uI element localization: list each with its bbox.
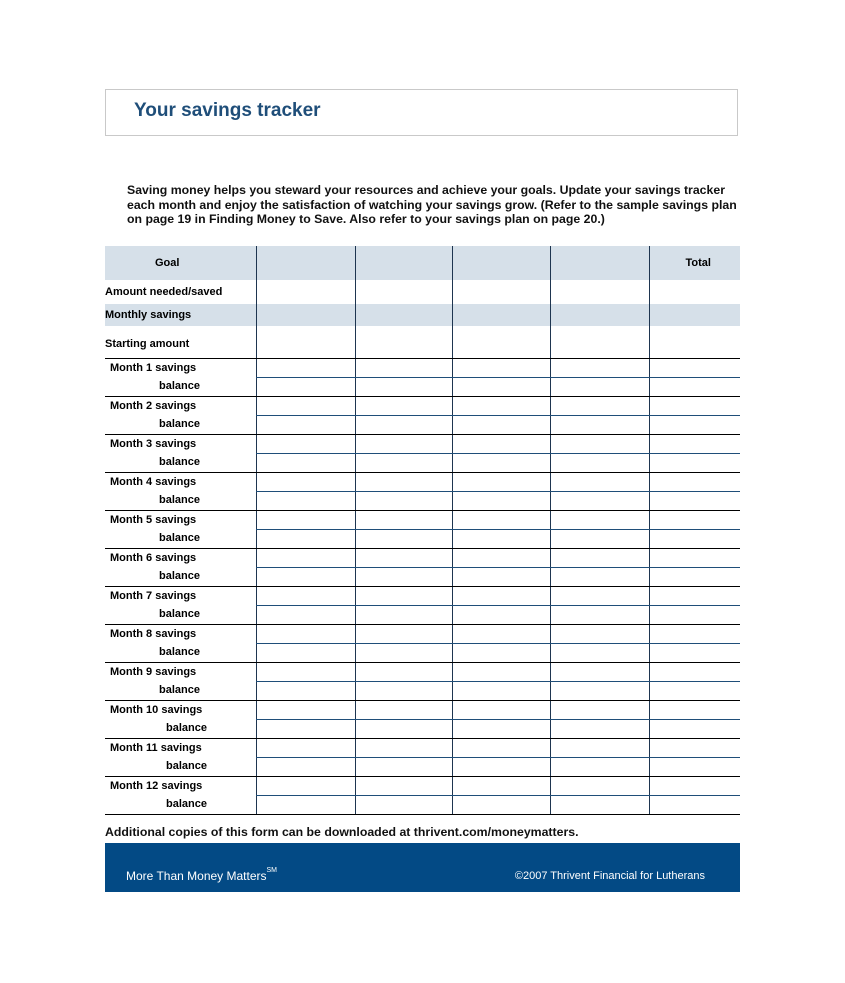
entry-cell[interactable] [355,304,452,326]
month-savings-label: Month 7 savings [110,589,197,602]
entry-cell[interactable] [355,472,452,491]
entry-cell[interactable] [649,529,740,548]
total-header: Total [649,246,740,280]
entry-cell[interactable] [550,529,649,548]
intro-line: each month and enjoy the satisfaction of watching your savings grow. (Refer to the sample savings plan [127,197,737,212]
entry-cell[interactable] [355,719,452,738]
entry-cell[interactable] [649,738,740,757]
month-balance-row [105,415,740,434]
balance-label: balance [105,757,256,776]
month-savings-label: Month 4 savings [110,475,197,488]
entry-cell[interactable] [649,326,740,358]
monthly-label: Monthly savings [105,304,256,326]
entry-cell[interactable] [355,662,452,681]
entry-cell[interactable] [256,719,355,738]
entry-cell[interactable] [355,738,452,757]
entry-cell[interactable] [452,738,550,757]
entry-cell[interactable] [452,548,550,567]
month-balance-row [105,529,740,548]
entry-cell[interactable] [355,700,452,719]
entry-cell[interactable] [355,795,452,814]
entry-cell[interactable] [355,567,452,586]
entry-cell[interactable] [452,415,550,434]
entry-cell[interactable] [355,643,452,662]
balance-label: balance [105,605,256,624]
entry-cell[interactable] [649,586,740,605]
entry-cell[interactable] [452,472,550,491]
entry-cell[interactable] [355,434,452,453]
entry-cell[interactable] [355,280,452,304]
entry-cell[interactable] [355,586,452,605]
month-balance-row [105,757,740,776]
entry-cell[interactable] [355,491,452,510]
balance-label: balance [105,377,256,396]
entry-cell[interactable] [550,795,649,814]
entry-cell[interactable] [550,434,649,453]
month-savings-label: Month 8 savings [110,627,197,640]
entry-cell[interactable] [452,326,550,358]
savings-tracker-table [105,246,740,815]
entry-cell[interactable] [452,643,550,662]
entry-cell[interactable] [550,605,649,624]
entry-cell[interactable] [550,396,649,415]
balance-label: balance [105,529,256,548]
month-savings-label: Month 12 savings [110,779,203,792]
month-balance-row [105,605,740,624]
month-savings-label: Month 1 savings [110,361,197,374]
intro-line: on page 19 in Finding Money to Save. Also refer to your savings plan on page 20.) [127,212,605,226]
entry-cell[interactable] [355,358,452,377]
month-savings-label: Month 10 savings [110,703,203,716]
entry-cell[interactable] [550,453,649,472]
entry-cell[interactable] [452,757,550,776]
starting-label: Starting amount [105,326,256,358]
entry-cell[interactable] [649,415,740,434]
entry-cell[interactable] [256,326,355,358]
title-box [105,89,738,136]
starting-row [105,326,740,358]
entry-cell[interactable] [550,548,649,567]
month-balance-row [105,377,740,396]
entry-cell[interactable] [452,605,550,624]
page-title: Your savings tracker [134,100,321,121]
service-mark: SM [266,867,278,874]
entry-cell[interactable] [550,377,649,396]
entry-cell[interactable] [452,529,550,548]
goal-cell[interactable] [256,246,355,280]
entry-cell[interactable] [256,472,355,491]
entry-cell[interactable] [452,434,550,453]
entry-cell[interactable] [355,453,452,472]
entry-cell[interactable] [452,586,550,605]
entry-cell[interactable] [452,396,550,415]
month-savings-row [105,396,740,415]
month-savings-label: Month 5 savings [110,513,197,526]
entry-cell[interactable] [256,738,355,757]
entry-cell[interactable] [452,304,550,326]
intro-paragraph [127,183,737,227]
month-balance-row [105,567,740,586]
entry-cell[interactable] [550,719,649,738]
entry-cell[interactable] [256,453,355,472]
month-balance-row [105,681,740,700]
entry-cell[interactable] [649,776,740,795]
footer-copyright: ©2007 Thrivent Financial for Lutherans [514,870,705,882]
month-savings-row [105,548,740,567]
entry-cell[interactable] [256,586,355,605]
month-savings-row [105,776,740,795]
entry-cell[interactable] [256,795,355,814]
entry-cell[interactable] [550,280,649,304]
entry-cell[interactable] [256,548,355,567]
entry-cell[interactable] [452,491,550,510]
balance-label: balance [105,567,256,586]
entry-cell[interactable] [649,624,740,643]
entry-cell[interactable] [256,643,355,662]
entry-cell[interactable] [649,757,740,776]
entry-cell[interactable] [452,567,550,586]
entry-cell[interactable] [550,491,649,510]
month-savings-row [105,472,740,491]
entry-cell[interactable] [649,377,740,396]
entry-cell[interactable] [256,358,355,377]
entry-cell[interactable] [256,776,355,795]
entry-cell[interactable] [452,510,550,529]
entry-cell[interactable] [649,662,740,681]
balance-label: balance [105,719,256,738]
entry-cell[interactable] [649,605,740,624]
entry-cell[interactable] [550,304,649,326]
entry-cell[interactable] [452,795,550,814]
entry-cell[interactable] [649,795,740,814]
entry-cell[interactable] [355,776,452,795]
entry-cell[interactable] [649,434,740,453]
balance-label: balance [105,415,256,434]
entry-cell[interactable] [256,377,355,396]
entry-cell[interactable] [256,681,355,700]
entry-cell[interactable] [452,453,550,472]
goal-cell[interactable] [550,246,649,280]
entry-cell[interactable] [452,681,550,700]
entry-cell[interactable] [355,510,452,529]
entry-cell[interactable] [355,529,452,548]
month-balance-row [105,453,740,472]
entry-cell[interactable] [256,396,355,415]
entry-cell[interactable] [649,453,740,472]
entry-cell[interactable] [550,643,649,662]
month-savings-row [105,662,740,681]
entry-cell[interactable] [550,681,649,700]
entry-cell[interactable] [355,624,452,643]
entry-cell[interactable] [550,738,649,757]
entry-cell[interactable] [355,681,452,700]
entry-cell[interactable] [649,681,740,700]
entry-cell[interactable] [452,719,550,738]
goal-cell[interactable] [452,246,550,280]
balance-label: balance [105,795,256,814]
entry-cell[interactable] [256,605,355,624]
entry-cell[interactable] [550,510,649,529]
entry-cell[interactable] [355,396,452,415]
month-savings-row [105,624,740,643]
entry-cell[interactable] [256,280,355,304]
entry-cell[interactable] [355,377,452,396]
entry-cell[interactable] [649,510,740,529]
balance-label: balance [105,643,256,662]
entry-cell[interactable] [355,548,452,567]
entry-cell[interactable] [256,434,355,453]
balance-label: balance [105,453,256,472]
month-balance-row [105,795,740,814]
month-balance-row [105,643,740,662]
entry-cell[interactable] [355,415,452,434]
entry-cell[interactable] [550,326,649,358]
entry-cell[interactable] [550,776,649,795]
entry-cell[interactable] [256,700,355,719]
month-savings-row [105,510,740,529]
month-balance-row [105,719,740,738]
goal-cell[interactable] [355,246,452,280]
entry-cell[interactable] [649,719,740,738]
month-savings-label: Month 11 savings [110,741,202,754]
entry-cell[interactable] [256,567,355,586]
balance-label: balance [105,491,256,510]
month-savings-row [105,586,740,605]
month-savings-row [105,738,740,757]
entry-cell[interactable] [256,529,355,548]
amount-label: Amount needed/saved [105,286,223,298]
footer-brand [126,869,277,883]
entry-cell[interactable] [550,567,649,586]
entry-cell[interactable] [256,304,355,326]
entry-cell[interactable] [550,472,649,491]
entry-cell[interactable] [256,624,355,643]
month-balance-row [105,491,740,510]
month-savings-row [105,358,740,377]
entry-cell[interactable] [649,567,740,586]
entry-cell[interactable] [452,624,550,643]
entry-cell[interactable] [256,491,355,510]
entry-cell[interactable] [649,700,740,719]
month-savings-label: Month 3 savings [110,437,197,450]
entry-cell[interactable] [256,510,355,529]
amount-row [105,280,740,304]
entry-cell[interactable] [649,548,740,567]
entry-cell[interactable] [452,700,550,719]
entry-cell[interactable] [452,377,550,396]
entry-cell[interactable] [256,662,355,681]
month-savings-row [105,700,740,719]
entry-cell[interactable] [452,662,550,681]
entry-cell[interactable] [649,304,740,326]
entry-cell[interactable] [452,280,550,304]
entry-cell[interactable] [256,757,355,776]
entry-cell[interactable] [452,776,550,795]
monthly-row [105,304,740,326]
header-row [105,246,740,280]
entry-cell[interactable] [550,700,649,719]
entry-cell[interactable] [550,415,649,434]
entry-cell[interactable] [355,605,452,624]
footer-banner [105,843,740,892]
entry-cell[interactable] [550,662,649,681]
entry-cell[interactable] [452,358,550,377]
entry-cell[interactable] [256,415,355,434]
month-savings-row [105,434,740,453]
entry-cell[interactable] [550,586,649,605]
entry-cell[interactable] [649,472,740,491]
entry-cell[interactable] [649,396,740,415]
month-savings-label: Month 9 savings [110,665,197,678]
entry-cell[interactable] [355,326,452,358]
entry-cell[interactable] [550,624,649,643]
goal-header: Goal [105,246,256,280]
entry-cell[interactable] [649,643,740,662]
balance-label: balance [105,681,256,700]
intro-line: Saving money helps you steward your resources and achieve your goals. Update your savings tracker [127,183,725,197]
month-savings-label: Month 2 savings [110,399,197,412]
entry-cell[interactable] [550,757,649,776]
month-savings-label: Month 6 savings [110,551,197,564]
entry-cell[interactable] [550,358,649,377]
entry-cell[interactable] [649,280,740,304]
entry-cell[interactable] [649,491,740,510]
footer-brand-text: More Than Money Matters [126,869,267,883]
entry-cell[interactable] [649,358,740,377]
download-note: Additional copies of this form can be downloaded at thrivent.com/moneymatters. [105,825,579,839]
entry-cell[interactable] [355,757,452,776]
